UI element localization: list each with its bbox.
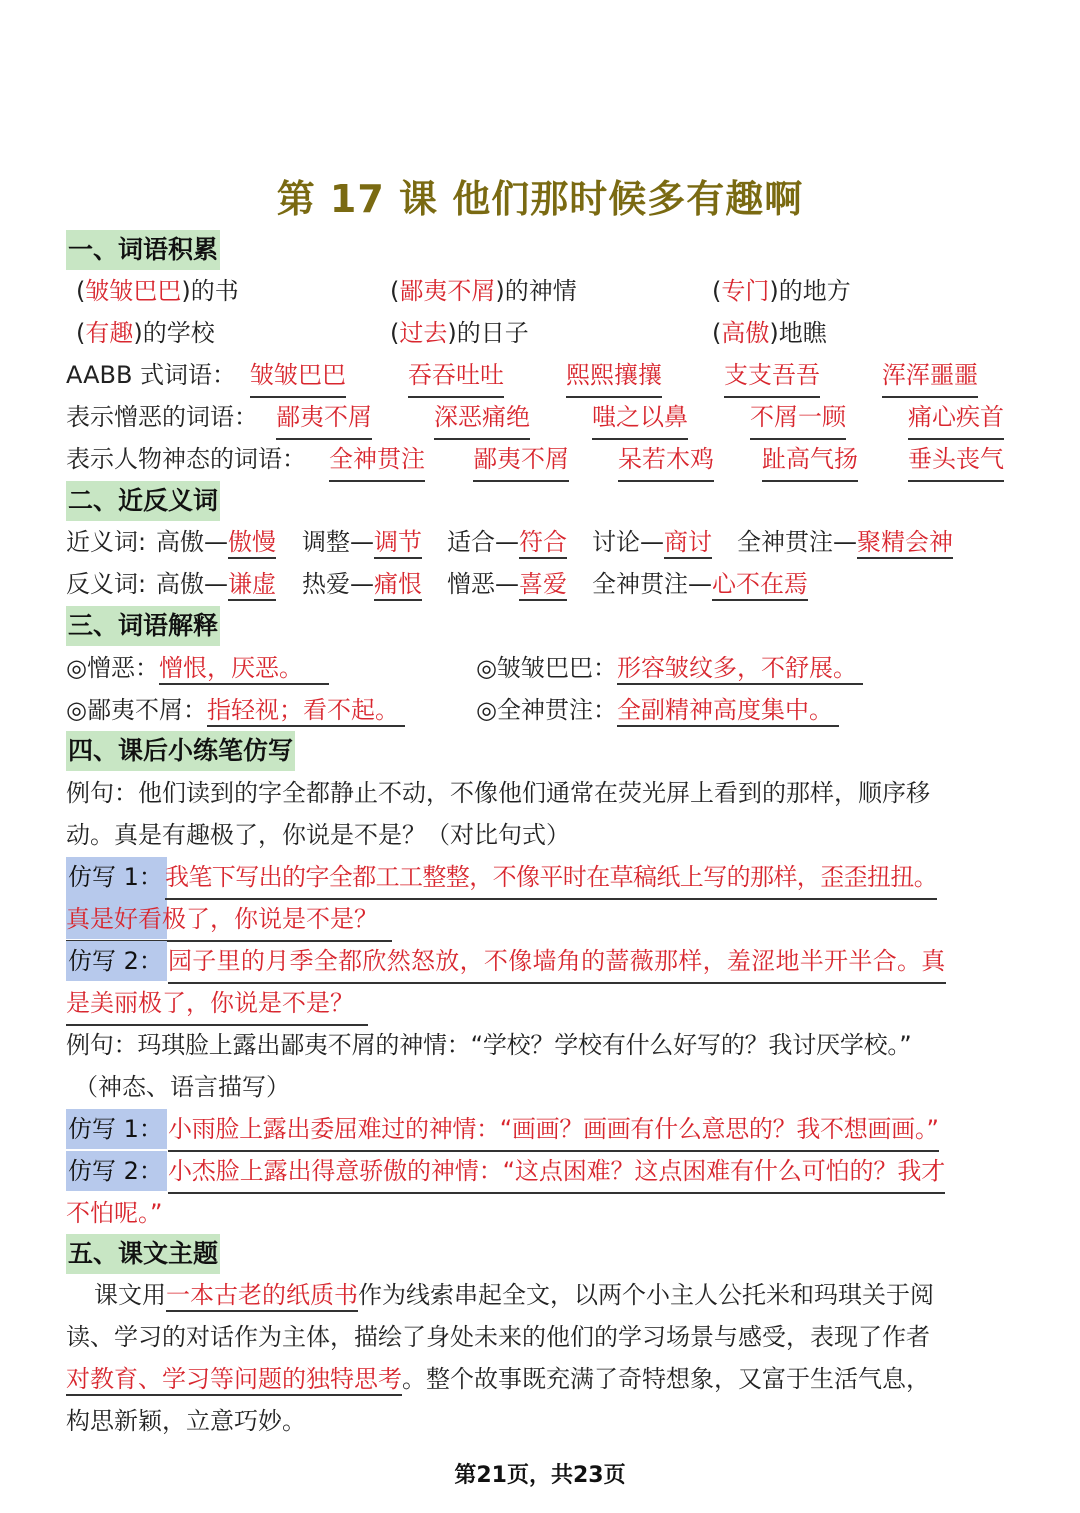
mood-word: 垂头丧气 [908, 439, 1004, 482]
synonym-pair: 全神贯注—聚精会神 [737, 522, 953, 562]
synonym-pair: 调整—调节 [302, 522, 422, 562]
aabb-word: 熙熙攘攘 [566, 355, 662, 398]
hate-label: 表示憎恶的词语： [66, 403, 258, 431]
explain-item: ◎鄙夷不屑：指轻视；看不起。 [66, 690, 405, 730]
aabb-word: 皱皱巴巴 [250, 355, 346, 398]
explain-item: ◎憎恶：憎恨，厌恶。 [66, 648, 329, 688]
page-number: 第21页，共23页 [454, 1463, 626, 1488]
fill-item: (皱皱巴巴)的书 [76, 277, 239, 305]
mood-word: 全神贯注 [329, 439, 425, 482]
imitation-text: 小雨脸上露出委屈难过的神情：“画画？画画有什么意思的？我不想画画。” [168, 1109, 939, 1152]
imitation-text: 真是好看极了，你说是不是？ [66, 899, 392, 942]
section-heading-explanations: 三、词语解释 [66, 606, 220, 646]
fill-item: (有趣)的学校 [76, 319, 215, 347]
imitation-label: 仿写 1： [66, 1109, 167, 1149]
synonym-pair: 高傲—傲慢 [156, 522, 276, 562]
hate-word: 深恶痛绝 [434, 397, 530, 440]
section-heading-imitation: 四、课后小练笔仿写 [66, 731, 295, 771]
explain-item: ◎全神贯注：全副精神高度集中。 [476, 690, 839, 730]
imitation-text: 园子里的月季全都欣然怒放，不像墙角的蔷薇那样，羞涩地半开半合。真 [168, 941, 946, 984]
antonym-pair: 憎恶—喜爱 [447, 564, 567, 604]
theme-paragraph-line: 构思新颖，立意巧妙。 [66, 1407, 306, 1435]
aabb-word: 吞吞吐吐 [408, 355, 504, 398]
section-heading-vocabulary: 一、词语积累 [66, 230, 220, 270]
aabb-word: 支支吾吾 [724, 355, 820, 398]
mood-word: 趾高气扬 [762, 439, 858, 482]
imitation-text: 不怕呢。” [66, 1193, 166, 1236]
theme-paragraph-line: 读、学习的对话作为主体，描绘了身处未来的他们的学习场景与感受，表现了作者 [66, 1323, 930, 1351]
antonym-pair: 高傲—谦虚 [156, 564, 276, 604]
example-sentence-1-line1: 例句：他们读到的字全都静止不动，不像他们通常在荧光屏上看到的那样，顺序移 [66, 779, 930, 807]
antonym-pair: 全神贯注—心不在焉 [592, 564, 808, 604]
imitation-text: 小杰脸上露出得意骄傲的神情：“这点困难？这点困难有什么可怕的？我才 [168, 1151, 945, 1194]
section-heading-synonyms: 二、近反义词 [66, 481, 220, 521]
synonym-pair: 讨论—商讨 [592, 522, 712, 562]
antonym-pair: 热爱—痛恨 [302, 564, 422, 604]
example-sentence-2-line1: 例句：玛琪脸上露出鄙夷不屑的神情：“学校？学校有什么好写的？我讨厌学校。” [66, 1031, 912, 1059]
imitation-label: 仿写 2： [66, 941, 167, 981]
aabb-label: AABB 式词语： [66, 361, 237, 389]
hate-word: 嗤之以鼻 [592, 397, 688, 440]
imitation-label: 仿写 2： [66, 1151, 167, 1191]
hate-word: 鄙夷不屑 [276, 397, 372, 440]
fill-item: (专门)的地方 [712, 277, 851, 305]
fill-item: (鄙夷不屑)的神情 [390, 277, 577, 305]
explain-item: ◎皱皱巴巴：形容皱纹多，不舒展。 [476, 648, 863, 688]
fill-item: (高傲)地瞧 [712, 319, 827, 347]
theme-paragraph-line: 对教育、学习等问题的独特思考。整个故事既充满了奇特想象，又富于生活气息， [66, 1359, 930, 1399]
mood-word: 呆若木鸡 [618, 439, 714, 482]
hate-word: 痛心疾首 [908, 397, 1004, 440]
hate-word: 不屑一顾 [750, 397, 846, 440]
page-title: 第 17 课 他们那时候多有趣啊 [276, 177, 804, 221]
example-sentence-2-line2: （神态、语言描写） [74, 1073, 290, 1101]
theme-paragraph-line: 课文用一本古老的纸质书作为线索串起全文，以两个小主人公托米和玛琪关于阅 [94, 1275, 934, 1315]
antonym-label: 反义词: [66, 570, 147, 598]
imitation-text: 我笔下写出的字全都工工整整，不像平时在草稿纸上写的那样，歪歪扭扭。 [165, 857, 937, 900]
mood-word: 鄙夷不屑 [473, 439, 569, 482]
example-sentence-1-line2: 动。真是有趣极了，你说是不是？（对比句式） [66, 821, 570, 849]
imitation-label: 仿写 1： [66, 857, 167, 939]
synonym-label: 近义词: [66, 528, 147, 556]
section-heading-theme: 五、课文主题 [66, 1234, 220, 1274]
synonym-pair: 适合—符合 [447, 522, 567, 562]
imitation-text: 是美丽极了，你说是不是？ [66, 983, 368, 1026]
fill-item: (过去)的日子 [390, 319, 529, 347]
aabb-word: 浑浑噩噩 [882, 355, 978, 398]
mood-label: 表示人物神态的词语： [66, 445, 306, 473]
